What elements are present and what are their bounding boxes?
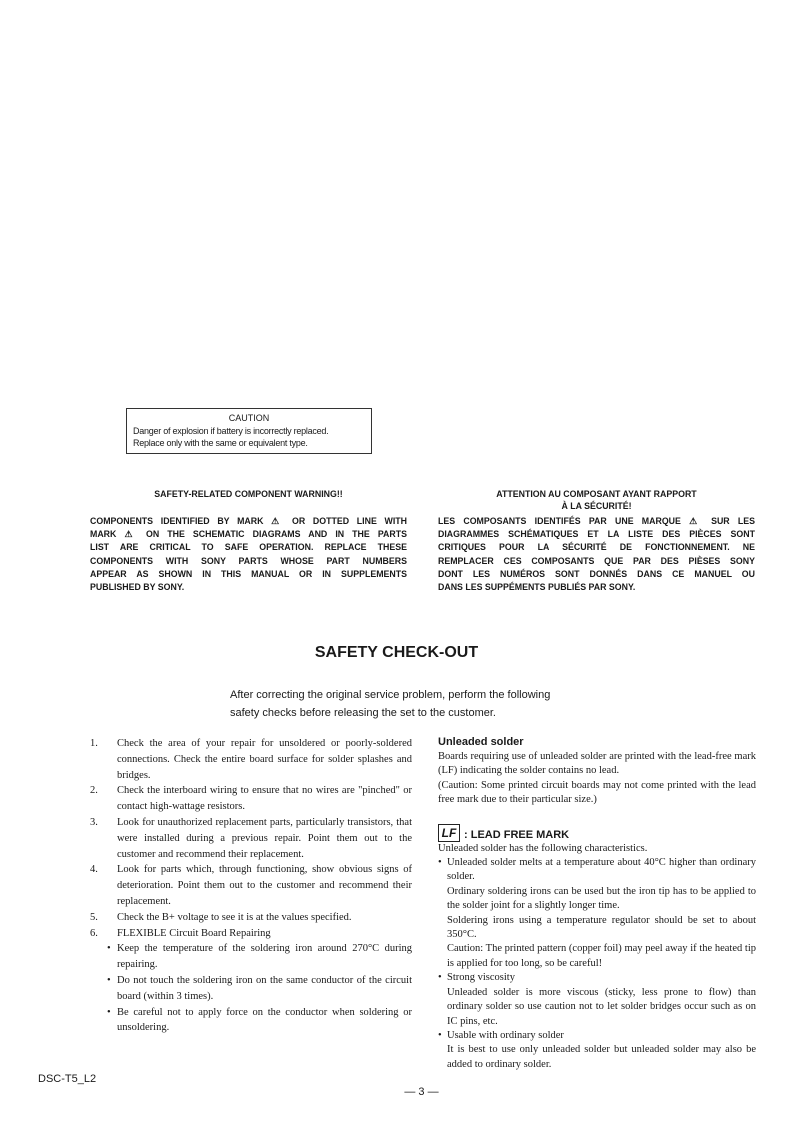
warning-fr-title-line-1: ATTENTION AU COMPOSANT AYANT RAPPORT bbox=[496, 489, 697, 499]
list-item bbox=[90, 910, 412, 926]
caution-box bbox=[126, 408, 372, 454]
warning-fr-title bbox=[438, 489, 755, 512]
warning-fr-line: CRITIQUES POUR LA SÉCURITÉ DE FONCTIONNEMENT. NE bbox=[438, 542, 755, 553]
page-title: SAFETY CHECK-OUT bbox=[314, 644, 479, 661]
characteristic-detail: It is best to use only unleaded solder but unleaded solder may also be added to ordinary solder. bbox=[447, 1044, 756, 1070]
characteristic-item bbox=[438, 971, 756, 1029]
list-item bbox=[90, 783, 412, 815]
caution-title: CAUTION bbox=[228, 413, 270, 423]
characteristics-intro: Unleaded solder has the following characteristics. bbox=[438, 842, 648, 854]
characteristic-lead: Usable with ordinary solder bbox=[447, 1029, 564, 1041]
warning-fr-line: LES COMPOSANTS IDENTIFÉS PAR UNE MARQUE ⚠ SUR LES bbox=[438, 516, 755, 526]
list-item-text: Check the area of your repair for unsoldered or poorly-soldered connections. Check the entire board surface for solder splashes and bridges. bbox=[117, 738, 412, 781]
bullet-icon: • bbox=[438, 857, 442, 869]
unleaded-section bbox=[438, 735, 756, 1072]
sub-list-item-text: Be careful not to apply force on the conductor when soldering or unsoldering. bbox=[117, 1006, 412, 1034]
bullet-icon: • bbox=[107, 974, 111, 986]
warning-en-title: SAFETY-RELATED COMPONENT WARNING!! bbox=[154, 489, 343, 499]
characteristic-lead: Strong viscosity bbox=[447, 972, 515, 984]
warning-en-line: PUBLISHED BY SONY. bbox=[90, 582, 185, 593]
list-item bbox=[90, 926, 412, 942]
characteristic-item bbox=[438, 1029, 756, 1072]
warning-fr-line: DIAGRAMMES SCHÉMATIQUES ET LA LISTE DES PIÈCES SONT bbox=[438, 529, 755, 540]
list-item-text: Look for parts which, through functioning, show obvious signs of deterioration. Point them out to the customer and recommend their replacement. bbox=[117, 864, 412, 907]
warning-en-line: MARK ⚠ ON THE SCHEMATIC DIAGRAMS AND IN THE PARTS bbox=[90, 529, 407, 540]
bullet-icon: • bbox=[107, 1006, 111, 1018]
warning-en-line: COMPONENTS WITH SONY PARTS WHOSE PART NUMBERS bbox=[90, 555, 407, 566]
characteristic-detail: Caution: The printed pattern (copper foil) may peel away if the heated tip is applied for too long, so be careful! bbox=[447, 943, 756, 969]
caution-line-1: Danger of explosion if battery is incorrectly replaced. bbox=[133, 425, 329, 436]
characteristic-detail: Unleaded solder is more viscous (sticky, less prone to flow) than ordinary solder so use caution not to let solder bridges occur such as on IC pins, etc. bbox=[447, 986, 756, 1027]
list-item-number: 5. bbox=[90, 911, 98, 923]
warning-fr-line: DONT LES NUMÉROS SONT DONNÉS DANS CE MANUEL OU bbox=[438, 568, 755, 579]
bullet-icon: • bbox=[107, 943, 111, 955]
intro-line-1: After correcting the original service problem, perform the following bbox=[230, 689, 551, 701]
sub-list-item bbox=[90, 973, 412, 1005]
warning-fr-line: REMPLACER CES COMPOSANTS QUE PAR DES PIÈSES SONY bbox=[438, 555, 755, 566]
lead-free-mark-header bbox=[438, 820, 756, 842]
sub-list-item bbox=[90, 941, 412, 973]
lead-free-mark-label: : LEAD FREE MARK bbox=[464, 828, 570, 841]
list-item-text: FLEXIBLE Circuit Board Repairing bbox=[117, 927, 271, 939]
list-item-number: 2. bbox=[90, 785, 98, 797]
sub-list-item bbox=[90, 1005, 412, 1037]
characteristic-lead: Unleaded solder melts at a temperature about 40°C higher than ordinary solder. bbox=[447, 857, 756, 883]
list-item bbox=[90, 736, 412, 783]
warning-fr-body bbox=[438, 515, 755, 594]
bullet-icon: • bbox=[438, 972, 442, 984]
list-item-text: Check the interboard wiring to ensure that no wires are "pinched" or contact high-wattage resistors. bbox=[117, 785, 412, 813]
unleaded-para-1: Boards requiring use of unleaded solder are printed with the lead-free mark (LF) indicating the solder contains no lead. bbox=[438, 751, 756, 777]
warning-en-line: LIST ARE CRITICAL TO SAFE OPERATION. REPLACE THESE bbox=[90, 542, 407, 553]
model-code: DSC-T5_L2 bbox=[38, 1073, 97, 1085]
list-item-number: 3. bbox=[90, 816, 98, 828]
warning-fr-title-line-2: À LA SÉCURITÉ! bbox=[561, 500, 632, 511]
unleaded-para-2: (Caution: Some printed circuit boards may not come printed with the lead free mark due to their particular size.) bbox=[438, 779, 756, 806]
bullet-icon: • bbox=[438, 1029, 442, 1041]
characteristic-detail: Soldering irons using a temperature regulator should be set to about 350°C. bbox=[447, 914, 756, 941]
characteristic-detail: Ordinary soldering irons can be used but the iron tip has to be applied to the solder joint for a slightly longer time. bbox=[447, 885, 756, 912]
warning-en-line: COMPONENTS IDENTIFIED BY MARK ⚠ OR DOTTED LINE WITH bbox=[90, 516, 407, 526]
warning-en-line: APPEAR AS SHOWN IN THIS MANUAL OR IN SUPPLEMENTS bbox=[90, 568, 407, 579]
list-item-number: 4. bbox=[90, 864, 98, 876]
list-item bbox=[90, 815, 412, 862]
sub-list-item-text: Do not touch the soldering iron on the same conductor of the circuit board (within 3 times). bbox=[117, 974, 412, 1002]
intro-text bbox=[230, 686, 610, 722]
list-item bbox=[90, 862, 412, 909]
caution-line-2: Replace only with the same or equivalent type. bbox=[133, 438, 308, 448]
unleaded-heading: Unleaded solder bbox=[438, 736, 524, 748]
check-list bbox=[90, 736, 412, 1036]
list-item-number: 6. bbox=[90, 927, 98, 939]
characteristic-item bbox=[438, 856, 756, 971]
intro-line-2: safety checks before releasing the set to the customer. bbox=[230, 707, 496, 719]
list-item-text: Check the B+ voltage to see it is at the values specified. bbox=[117, 911, 352, 923]
lead-free-logo-icon: LF bbox=[438, 824, 460, 842]
list-item-text: Look for unauthorized replacement parts, particularly transistors, that were installed during a previous repair. Point them out to the customer and recommend their replacement. bbox=[117, 816, 412, 860]
sub-list-item-text: Keep the temperature of the soldering iron around 270°C during repairing. bbox=[117, 943, 412, 971]
list-item-number: 1. bbox=[90, 738, 98, 749]
page-number: — 3 — bbox=[404, 1086, 439, 1098]
warning-fr-line: DANS LES SUPPÉMENTS PUBLIÉS PAR SONY. bbox=[438, 582, 636, 593]
warning-en-body bbox=[90, 515, 407, 594]
